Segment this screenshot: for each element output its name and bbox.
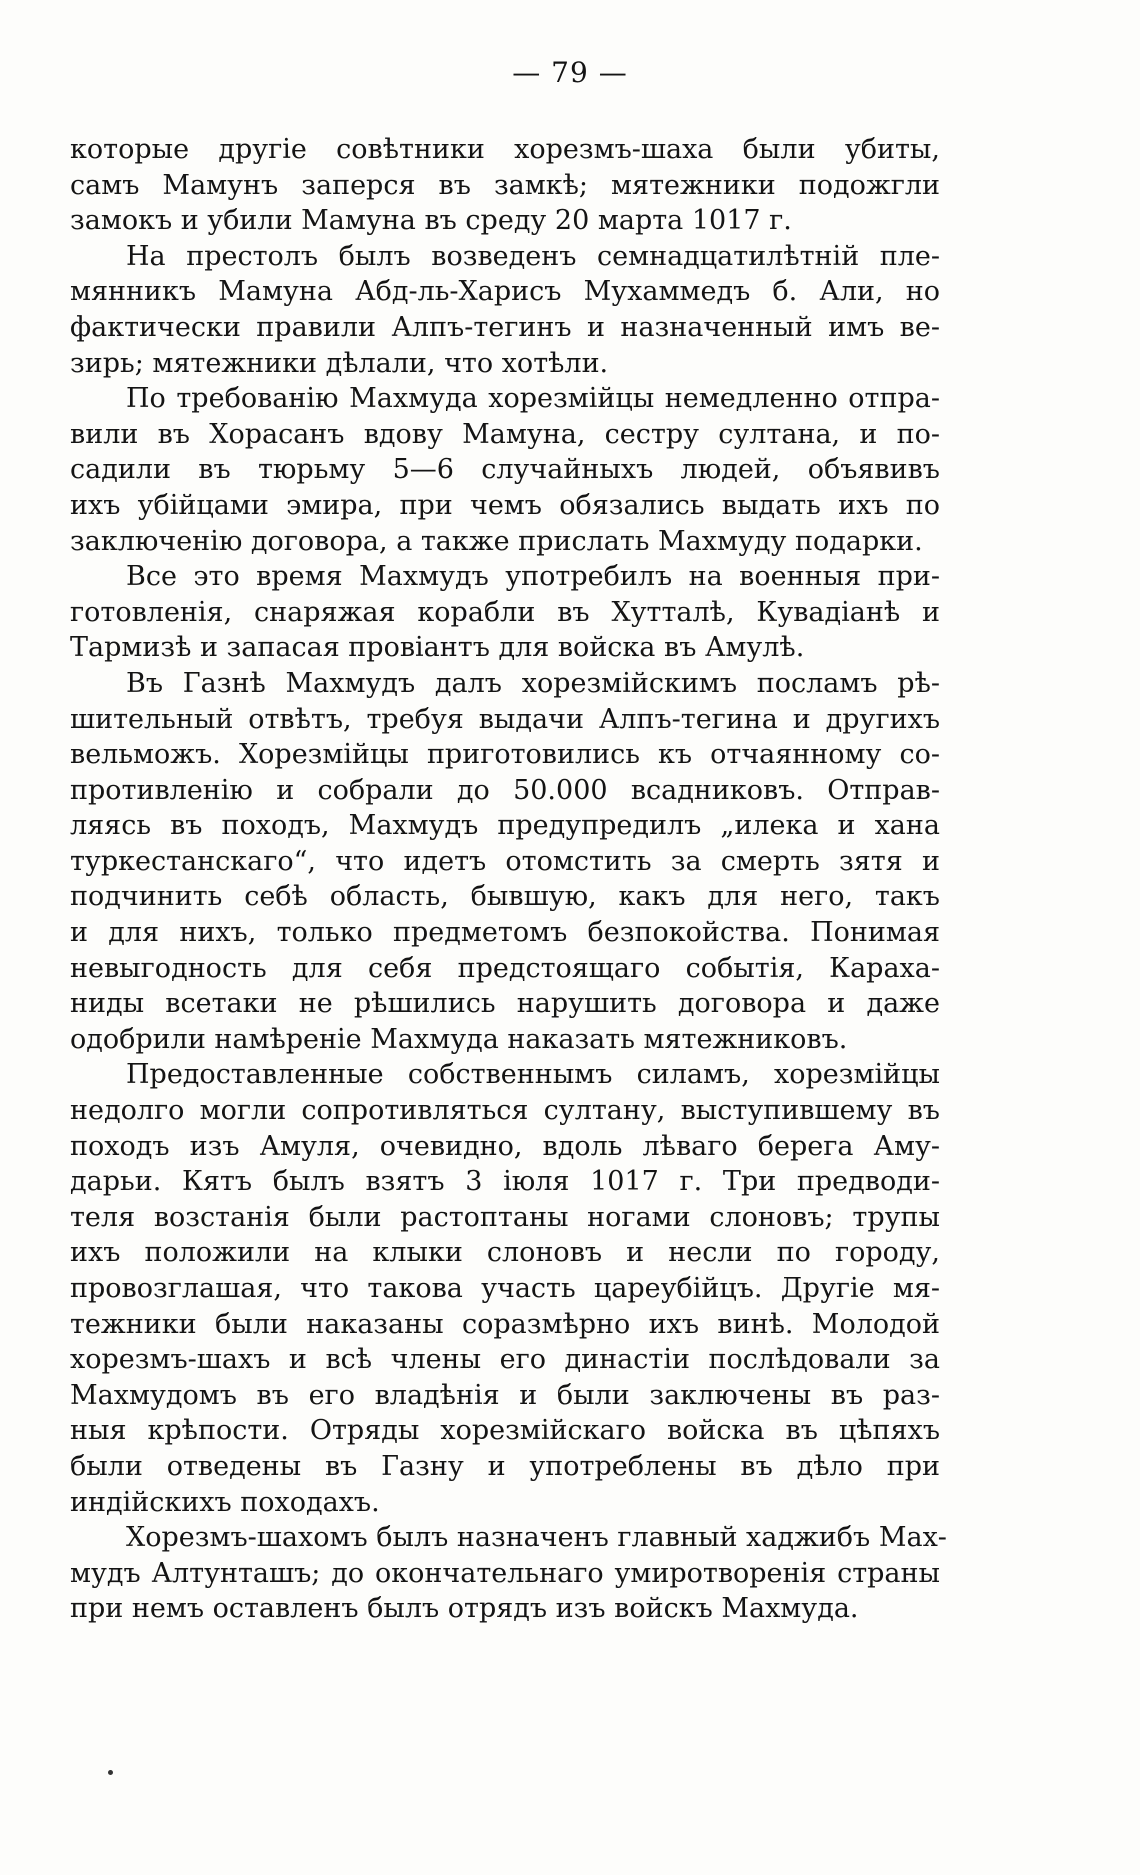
text-line: вили въ Хорасанъ вдову Мамуна, сестру султана, и по- <box>70 418 940 450</box>
text-line: По требованію Махмуда хорезмійцы немедленно отпра- <box>126 383 940 415</box>
text-line: Предоставленные собственнымъ силамъ, хорезмійцы <box>126 1059 940 1091</box>
text-line: ниды всетаки не рѣшились нарушить договора и даже <box>70 988 940 1020</box>
page-number: — 79 — <box>512 56 628 89</box>
text-line: тежники были наказаны соразмѣрно ихъ винѣ. Молодой <box>70 1308 940 1340</box>
text-line: Махмудомъ въ его владѣнія и были заключены въ раз- <box>70 1379 940 1411</box>
text-line: невыгодность для себя предстоящаго событія, Караха- <box>70 952 940 984</box>
text-line: которые другіе совѣтники хорезмъ-шаха были убиты, <box>70 134 940 165</box>
text-line: одобрили намѣреніе Махмуда наказать мятежниковъ. <box>70 1023 848 1055</box>
text-line: противленію и собрали до 50.000 всадниковъ. Отправ- <box>70 774 940 806</box>
text-line: туркестанскаго“, что идетъ отомстить за смерть зятя и <box>70 845 940 877</box>
text-line: Въ Газнѣ Махмудъ далъ хорезмійскимъ посламъ рѣ- <box>126 667 940 699</box>
text-line: Тармизѣ и запасая провіантъ для войска въ Амулѣ. <box>70 632 805 664</box>
text-line: ихъ убійцами эмира, при чемъ обязались выдать ихъ по <box>70 489 940 521</box>
paragraph <box>70 239 940 381</box>
text-line: недолго могли сопротивляться султану, выступившему въ <box>70 1095 940 1127</box>
paragraph <box>70 666 940 1058</box>
text-line: садили въ тюрьму 5—6 случайныхъ людей, объявивъ <box>70 454 940 486</box>
text-line: мянникъ Мамуна Абд-ль-Харисъ Мухаммедъ б. Али, но <box>70 276 940 308</box>
text-line: На престолъ былъ возведенъ семнадцатилѣтній пле- <box>126 240 940 272</box>
text-line: теля возстанія были растоптаны ногами слоновъ; трупы <box>70 1201 940 1233</box>
text-line: при немъ оставленъ былъ отрядъ изъ войскъ Махмуда. <box>70 1593 859 1625</box>
text-line: ляясь въ походъ, Махмудъ предупредилъ „илека и хана <box>70 810 940 842</box>
text-line: заключенію договора, а также прислать Махмуду подарки. <box>70 525 923 557</box>
text-line: фактически правили Алпъ-тегинъ и назначенный имъ ве- <box>70 311 940 343</box>
text-line: замокъ и убили Мамуна въ среду 20 марта 1017 г. <box>70 205 792 237</box>
text-line: Все это время Махмудъ употребилъ на военныя при- <box>126 561 940 593</box>
paragraph <box>70 559 940 666</box>
body-text <box>70 132 947 1627</box>
text-line: походъ изъ Амуля, очевидно, вдоль лѣваго берега Аму- <box>70 1130 940 1162</box>
text-line: индійскихъ походахъ. <box>70 1486 380 1518</box>
text-line: мудъ Алтунташъ; до окончательнаго умиротворенія страны <box>70 1557 940 1589</box>
paragraph <box>70 1057 940 1520</box>
text-line: были отведены въ Газну и употреблены въ дѣло при <box>70 1450 940 1482</box>
ink-speck <box>108 1770 113 1775</box>
text-line: Хорезмъ-шахомъ былъ назначенъ главный хаджибъ Мах- <box>126 1522 947 1554</box>
text-line: провозглашая, что такова участь цареубійцъ. Другіе мя- <box>70 1273 940 1304</box>
text-line: хорезмъ-шахъ и всѣ члены его династіи послѣдовали за <box>70 1344 940 1376</box>
paragraph <box>70 132 940 239</box>
text-line: вельможъ. Хорезмійцы приготовились къ отчаянному со- <box>70 739 940 771</box>
text-line: зирь; мятежники дѣлали, что хотѣли. <box>70 347 609 379</box>
text-line: готовленія, снаряжая корабли въ Хутталѣ, Кувадіанѣ и <box>70 596 940 628</box>
paragraph <box>70 381 940 559</box>
text-line: ихъ положили на клыки слоновъ и несли по городу, <box>70 1237 940 1269</box>
paragraph <box>70 1520 947 1627</box>
text-line: дарьи. Кятъ былъ взятъ 3 іюля 1017 г. Три предводи- <box>70 1166 940 1198</box>
text-line: ныя крѣпости. Отряды хорезмійскаго войска въ цѣпяхъ <box>70 1415 940 1447</box>
text-line: и для нихъ, только предметомъ безпокойства. Понимая <box>70 917 940 949</box>
text-line: самъ Мамунъ заперся въ замкѣ; мятежники подожгли <box>70 169 940 201</box>
text-line: шительный отвѣтъ, требуя выдачи Алпъ-тегина и другихъ <box>70 703 940 735</box>
text-line: подчинить себѣ область, бывшую, какъ для него, такъ <box>70 881 940 913</box>
